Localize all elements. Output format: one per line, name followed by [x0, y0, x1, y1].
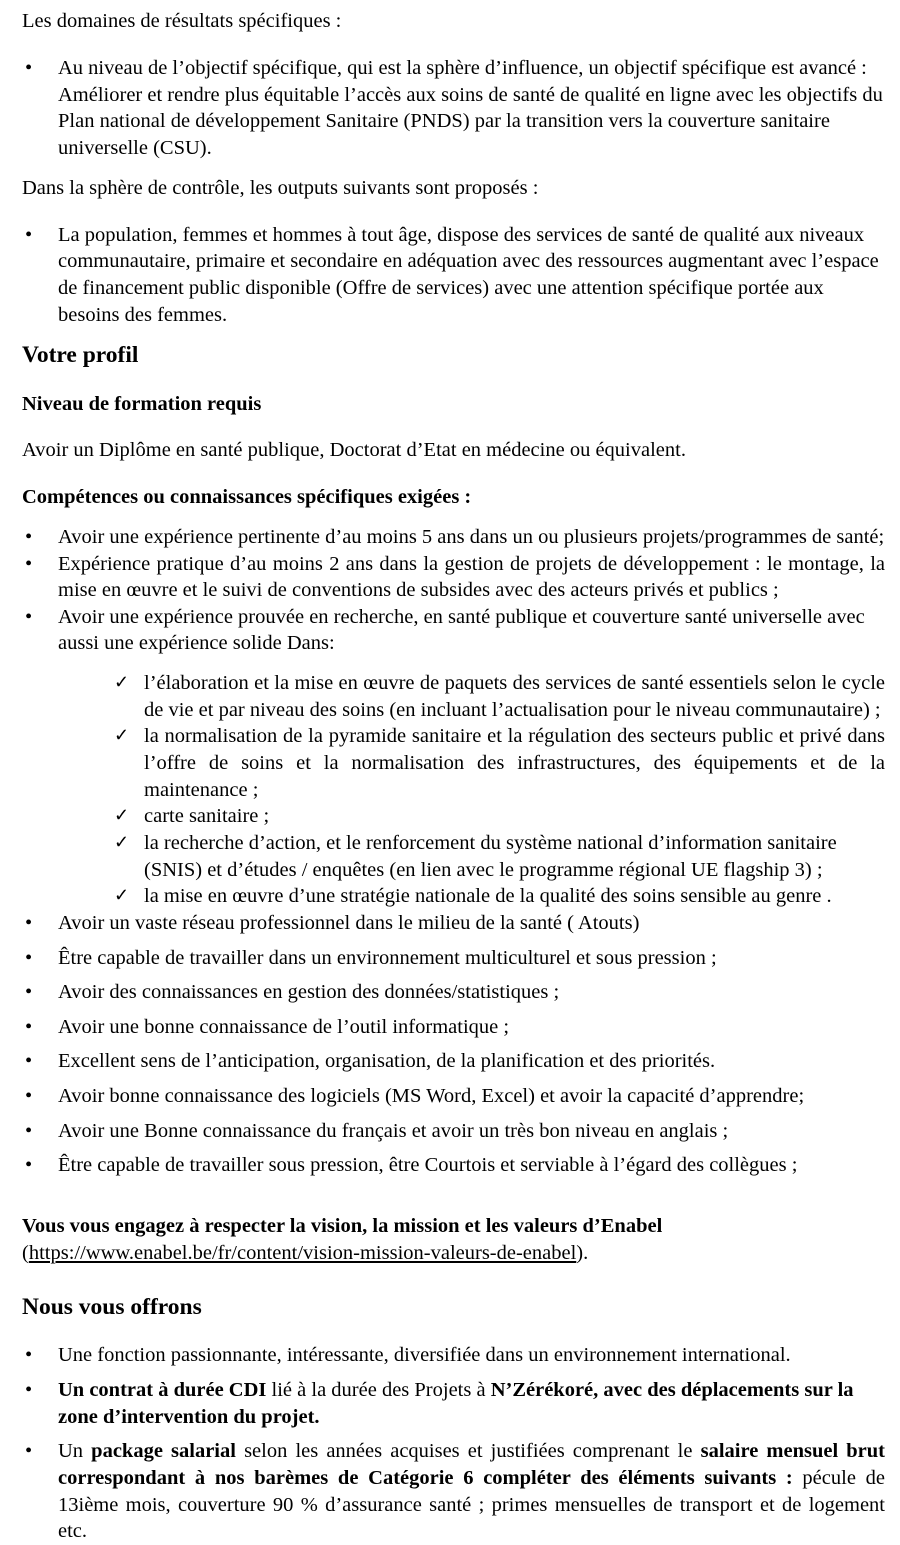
values-link-paragraph — [22, 1240, 885, 1267]
list-item — [22, 55, 885, 162]
list-item — [22, 551, 885, 604]
list-item-text: la normalisation de la pyramide sanitaire et la régulation des secteurs public et privé dans l’offre de soins et la normalisation des infrastructures, des équipements et de la maintenance ; — [144, 725, 885, 801]
check-icon: ✓ — [114, 672, 130, 693]
check-icon: ✓ — [114, 885, 130, 906]
list-item-text — [58, 1438, 885, 1545]
list-item — [22, 945, 885, 972]
list-item — [22, 1152, 885, 1179]
bullet-icon: • — [25, 1379, 33, 1402]
list-item-text — [58, 1377, 885, 1430]
list-item — [22, 604, 885, 657]
list-item-text: l’élaboration et la mise en œuvre de paquets des services de santé essentiels selon le cycle de vie et par niveau des soins (en incluant l’actualisation pour le niveau communautaire) ; — [144, 672, 885, 721]
bullet-icon: • — [25, 605, 33, 628]
list-item — [22, 1083, 885, 1110]
objective-bullet-list — [22, 55, 885, 162]
bullet-icon: • — [25, 1085, 33, 1108]
close-paren: ). — [576, 1242, 589, 1265]
enabel-values-link[interactable]: https://www.enabel.be/fr/content/vision-mission-valeurs-de-enabel — [28, 1242, 577, 1265]
list-item — [22, 222, 885, 329]
check-icon: ✓ — [114, 725, 130, 746]
bullet-icon: • — [25, 525, 33, 548]
list-item-text: Au niveau de l’objectif spécifique, qui est la sphère d’influence, un objectif spécifique est avancé : Améliorer et rendre plus équitable l’accès aux soins de santé de qualité en ligne avec les objectifs du Plan national de développement Sanitaire (PNDS) par la transition vers la couverture sanitaire universelle (CSU). — [58, 57, 883, 159]
spacer — [22, 417, 885, 437]
sub-heading-skills: Compétences ou connaissances spécifiques exigées : — [22, 486, 472, 509]
list-item-text: Être capable de travailler dans un environnement multiculturel et sous pression ; — [58, 946, 717, 969]
list-item — [22, 803, 885, 830]
list-item-text: la mise en œuvre d’une stratégie nationale de la qualité des soins sensible au genre . — [144, 885, 832, 908]
bullet-icon: • — [25, 981, 33, 1004]
list-item-text: Avoir une Bonne connaissance du français et avoir un très bon niveau en anglais ; — [58, 1119, 729, 1142]
bullet-icon: • — [25, 911, 33, 934]
list-item — [22, 723, 885, 803]
salary-prefix-text: Un — [58, 1440, 92, 1463]
offer-bullet-list — [22, 1342, 885, 1544]
list-item-text: carte sanitaire ; — [144, 805, 270, 828]
output-bullet-list — [22, 222, 885, 329]
list-item-text: La population, femmes et hommes à tout âge, dispose des services de santé de qualité aux niveaux communautaire, primaire et secondaire en adéquation avec des ressources augmentant avec l’espace de financement public disponible (Offre de services) avec une attention spécifique portée aux besoins des femmes. — [58, 223, 879, 326]
list-item-text: Être capable de travailler sous pression, être Courtois et serviable à l’égard des collègues ; — [58, 1154, 798, 1177]
list-item-text: Expérience pratique d’au moins 2 ans dans la gestion de projets de développement : le montage, la mise en œuvre et le suivi de conventions de subsides avec des acteurs privés et publics ; — [58, 552, 885, 602]
open-paren: ( — [22, 1242, 29, 1265]
spacer — [22, 202, 885, 222]
list-item-text: Avoir bonne connaissance des logiciels (MS Word, Excel) et avoir la capacité d’apprendre; — [58, 1085, 805, 1108]
skills-check-list — [22, 670, 885, 910]
list-item-text: Avoir une bonne connaissance de l’outil informatique ; — [58, 1015, 510, 1038]
list-item — [22, 979, 885, 1006]
salary-package-bold: package salarial — [91, 1440, 236, 1463]
list-item — [22, 524, 885, 551]
values-statement-paragraph — [22, 1213, 885, 1240]
travel-bold: , avec des déplacements sur la zone d’intervention du projet. — [58, 1379, 854, 1428]
check-icon: ✓ — [114, 805, 130, 826]
spacer — [22, 162, 885, 175]
spacer — [22, 511, 885, 524]
list-item — [22, 670, 885, 723]
sub-heading-education: Niveau de formation requis — [22, 392, 262, 415]
check-icon: ✓ — [114, 831, 130, 852]
bullet-icon: • — [25, 57, 33, 80]
list-item-text: Avoir un vaste réseau professionnel dans le milieu de la santé ( Atouts) — [58, 911, 640, 934]
bullet-icon: • — [25, 946, 33, 969]
salary-scale-bold: salaire mensuel brut correspondant à nos barèmes de Catégorie 6 compléter des éléments suivants : — [58, 1440, 885, 1490]
list-item — [22, 1118, 885, 1145]
list-item — [22, 883, 885, 910]
values-statement-bold-text: Vous vous engagez à respecter la vision, la mission et les valeurs d’Enabel — [22, 1215, 663, 1238]
section-heading-offer: Nous vous offrons — [22, 1294, 202, 1321]
intro-paragraph: Les domaines de résultats spécifiques : — [22, 10, 342, 32]
list-item-text: Une fonction passionnante, intéressante, diversifiée dans un environnement international. — [58, 1344, 791, 1367]
bullet-icon: • — [25, 1154, 33, 1177]
contract-type-bold: Un contrat à durée CDI — [58, 1379, 267, 1402]
bullet-icon: • — [25, 552, 33, 575]
list-item — [22, 1342, 885, 1369]
list-item-text: la recherche d’action, et le renforcement du système national d’information sanitaire (SNIS) et d’études / enquêtes (en lien avec le programme régional UE flagship 3) ; — [144, 831, 837, 881]
skills-bullet-list — [22, 524, 885, 657]
spacer — [22, 657, 885, 670]
section-heading-profile: Votre profil — [22, 342, 139, 369]
list-item — [22, 1014, 885, 1041]
education-paragraph: Avoir un Diplôme en santé publique, Doctorat d’Etat en médecine ou équivalent. — [22, 439, 686, 462]
contract-duration-text: lié à la durée des Projets à — [266, 1379, 491, 1402]
spacer — [22, 35, 885, 55]
spacer — [22, 371, 885, 391]
spacer — [22, 328, 885, 341]
spacer — [22, 1187, 885, 1213]
spacer — [22, 1267, 885, 1293]
list-item — [22, 910, 885, 937]
list-item — [22, 1377, 885, 1430]
list-item-text: Excellent sens de l’anticipation, organisation, de la planification et des priorités. — [58, 1050, 716, 1073]
bullet-icon: • — [25, 1344, 33, 1367]
salary-benefits-text: pécule de 13ième mois, couverture 90 % d’assurance santé ; primes mensuelles de transport et de logement etc. — [58, 1467, 885, 1543]
bullet-icon: • — [25, 1015, 33, 1038]
list-item-text: Avoir des connaissances en gestion des données/statistiques ; — [58, 981, 560, 1004]
list-item-text: Avoir une expérience pertinente d’au moins 5 ans dans un ou plusieurs projets/programmes de santé; — [58, 525, 885, 548]
remaining-bullet-list — [22, 910, 885, 1179]
salary-middle-text: selon les années acquises et justifiées comprenant le — [235, 1440, 701, 1463]
bullet-icon: • — [25, 1050, 33, 1073]
spacer — [22, 464, 885, 484]
bullet-icon: • — [25, 1119, 33, 1142]
spacer — [22, 1322, 885, 1342]
list-item — [22, 1048, 885, 1075]
list-item-text: Avoir une expérience prouvée en recherche, en santé publique et couverture santé universelle avec aussi une expérience solide Dans: — [58, 605, 865, 655]
bullet-icon: • — [25, 1440, 33, 1463]
list-item — [22, 1438, 885, 1545]
location-bold: N’Zérékoré — [490, 1379, 594, 1402]
control-sphere-paragraph: Dans la sphère de contrôle, les outputs suivants sont proposés : — [22, 176, 539, 199]
bullet-icon: • — [25, 223, 33, 246]
list-item — [22, 830, 885, 883]
